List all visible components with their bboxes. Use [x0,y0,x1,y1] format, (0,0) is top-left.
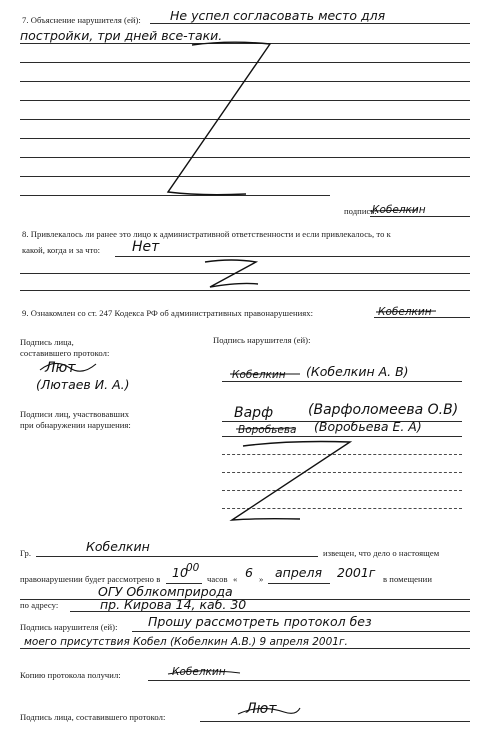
composer-signature: Лют [45,360,76,376]
month-value: апреля [275,565,322,580]
participant2-signature: Воробьева [238,424,297,436]
place-value: ОГУ Облкомприрода [98,584,233,599]
offender-signature: Кобелкин [232,369,286,381]
hour-minutes: 00 [186,562,200,574]
rule-8-0 [115,256,470,257]
final-label: Подпись лица, составившего протокол: [20,712,166,722]
rule-address [70,611,470,612]
rule-7-2 [20,62,470,63]
rule-8-2 [20,290,470,291]
rule-participant4 [222,472,462,473]
rule-participant6 [222,508,462,509]
violation-text: правонарушении будет рассмотрено в [20,574,161,584]
rule-participant5 [222,490,462,491]
hour-value: 10 [172,565,188,580]
rule-7-6 [20,138,470,139]
item9-signature: Кобелкин [378,306,432,318]
hours-label: часов [207,574,228,584]
item8-label-line2: какой, когда и за что: [22,245,101,255]
participants-label-line1: Подписи лиц, участвовавших [20,409,130,419]
day-value: 6 [245,565,253,580]
gr-label: Гр. [20,548,32,558]
rule-7-8 [20,176,470,177]
item8-label-line1: 8. Привлекалось ли ранее это лицо к административной ответственности и если привлекалось, то к [22,229,391,239]
rule-7-4 [20,100,470,101]
offender-name: (Кобелкин А. В) [306,364,409,379]
address-label: по адресу: [20,600,59,610]
item8-answer: Нет [132,239,160,255]
rule-gr [36,556,318,557]
item7-text-line2: постройки, три дней все-таки. [20,28,223,43]
composer-name: (Лютаев И. А.) [36,377,130,392]
rule-7-sig [370,216,470,217]
rule-offender [222,381,462,382]
gr-name: Кобелкин [86,539,150,554]
participants-label-line2: при обнаружении нарушения: [20,420,131,430]
rule-7-5 [20,119,470,120]
rule-7-1 [20,43,470,44]
rule-participant2 [222,436,462,437]
rule-month [268,583,330,584]
room-label: в помещении [383,574,432,584]
composer-label-line2: составившего протокол: [20,348,110,358]
rule-7-7 [20,157,470,158]
item9-label: 9. Ознакомлен со ст. 247 Кодекса РФ об административных правонарушениях: [22,308,314,318]
rule-9 [374,317,470,318]
item7-label: 7. Объяснение нарушителя (ей): [22,15,141,25]
day-quote-close: » [259,574,264,584]
request-line1: Прошу рассмотреть протокол без [148,614,372,629]
rule-7-9 [20,195,330,196]
rule-copy [148,680,470,681]
copy-signature: Кобелкин [172,666,226,678]
participant2-name: (Воробьева Е. А) [314,419,422,434]
rule-7-3 [20,81,470,82]
request-line2: моего присутствия Кобел (Кобелкин А.В.) 9 апреля 2001г. [24,636,348,648]
request-label: Подпись нарушителя (ей): [20,622,118,632]
item7-signature: Кобелкин [372,204,426,216]
participant1-signature: Варф [234,405,274,421]
composer-label-line1: Подпись лица, [20,337,74,347]
participant1-name: (Варфоломеева О.В) [308,402,459,418]
final-signature: Лют [246,701,277,717]
rule-8-1 [20,273,470,274]
rule-request-2 [20,648,470,649]
year-value: 2001г [337,565,376,580]
day-quote-open: « [233,574,238,584]
item7-signature-label: подпись: [344,206,377,216]
offender-label: Подпись нарушителя (ей): [213,335,311,345]
address-value: пр. Кирова 14, каб. 30 [100,597,247,612]
rule-request-1 [132,631,470,632]
item7-text-line1: Не успел согласовать место для [170,8,386,23]
rule-7-0 [150,23,470,24]
copy-label: Копию протокола получил: [20,670,121,680]
notified-text: извещен, что дело о настоящем [323,548,440,558]
rule-participant3 [222,454,462,455]
rule-final [200,721,470,722]
